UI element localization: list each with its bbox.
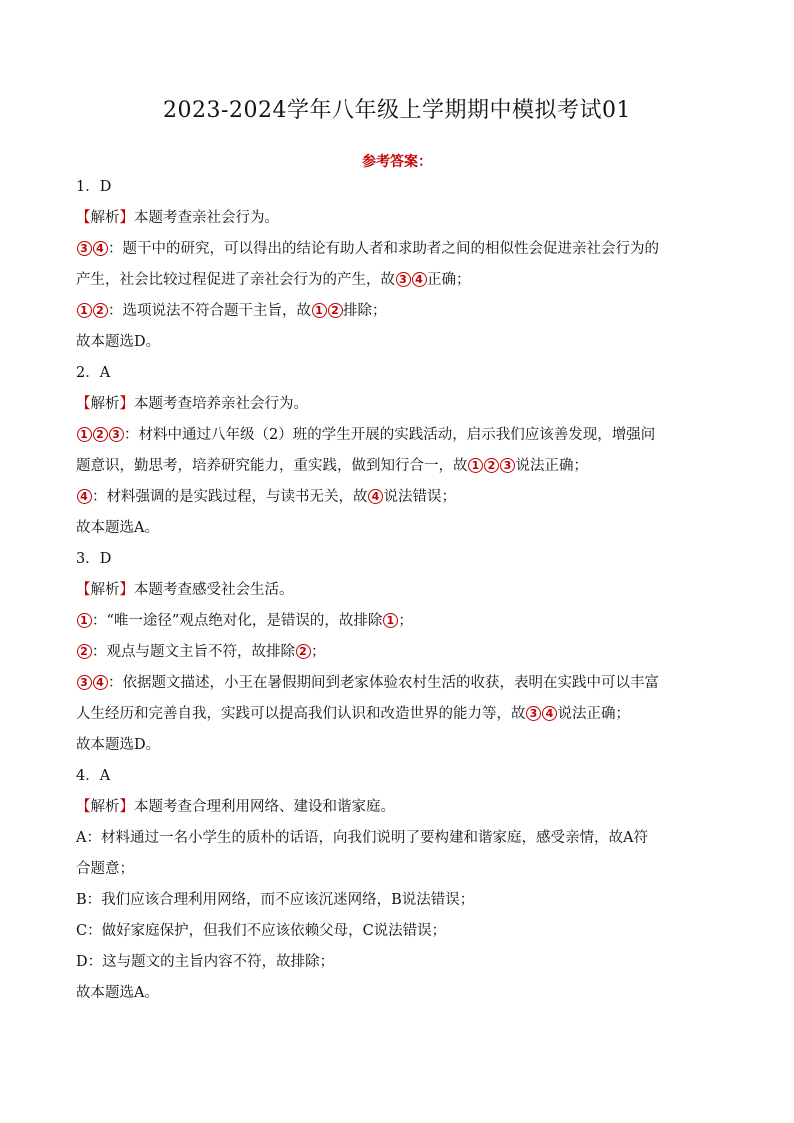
- text-run: 本题考查培养亲社会行为。: [134, 396, 308, 412]
- circled-number: 1: [383, 613, 398, 628]
- text-run: C：做好家庭保护，但我们不应该依赖父母，C说法错误；: [76, 923, 447, 939]
- text-run: 排除；: [343, 303, 387, 319]
- circled-number: 1: [77, 303, 92, 318]
- text-line: [76, 575, 720, 606]
- text-run: 故本题选A。: [76, 520, 159, 536]
- bracket-mark: 【: [76, 210, 91, 226]
- text-run: 解析: [90, 582, 120, 598]
- bracket-mark: 【: [76, 582, 91, 598]
- text-line: [76, 451, 720, 482]
- text-run: 解析: [90, 210, 120, 226]
- text-line: [76, 947, 720, 978]
- text-run: 合题意；: [76, 861, 134, 877]
- circled-number: 1: [77, 427, 92, 442]
- circled-number: 4: [77, 489, 92, 504]
- answer-body: [76, 172, 720, 1009]
- text-run: 说法正确；: [515, 458, 588, 474]
- text-line: [76, 389, 720, 420]
- circled-number: 3: [77, 241, 92, 256]
- text-run: 说法正确；: [557, 706, 630, 722]
- circled-number: 4: [93, 675, 108, 690]
- text-line: [76, 172, 720, 203]
- circled-number: 4: [93, 241, 108, 256]
- text-run: 故本题选A。: [76, 985, 159, 1001]
- bracket-mark: 【: [76, 396, 91, 412]
- circled-number: 2: [328, 303, 343, 318]
- text-line: [76, 234, 720, 265]
- text-line: [76, 513, 720, 544]
- text-line: [76, 978, 720, 1009]
- text-line: [76, 327, 720, 358]
- document-title: 2023-2024学年八年级上学期期中模拟考试01: [163, 98, 631, 123]
- circled-number: 3: [109, 427, 124, 442]
- text-run: ：选项说法不符合题干主旨，故: [108, 303, 311, 319]
- answer-key-heading: 参考答案：: [362, 154, 432, 170]
- bracket-mark: 】: [119, 582, 134, 598]
- circled-number: 3: [500, 458, 515, 473]
- text-run: 解析: [90, 799, 120, 815]
- text-line: [76, 792, 720, 823]
- circled-number: 2: [77, 644, 92, 659]
- text-line: [76, 699, 720, 730]
- text-line: [76, 637, 720, 668]
- text-run: A：材料通过一名小学生的质朴的话语，向我们说明了要构建和谐家庭，感受亲情，故A符: [76, 830, 648, 846]
- circled-number: 4: [412, 272, 427, 287]
- text-run: 故本题选D。: [76, 334, 161, 350]
- circled-number: 3: [396, 272, 411, 287]
- bracket-mark: 】: [119, 396, 134, 412]
- text-line: [76, 761, 720, 792]
- text-line: [76, 885, 720, 916]
- circled-number: 2: [93, 303, 108, 318]
- text-run: 产生，社会比较过程促进了亲社会行为的产生，故: [76, 272, 395, 288]
- circled-number: 3: [526, 706, 541, 721]
- text-run: 题意识，勤思考，培养研究能力，重实践，做到知行合一，故: [76, 458, 468, 474]
- text-run: 本题考查合理利用网络、建设和谐家庭。: [134, 799, 395, 815]
- text-line: [76, 916, 720, 947]
- text-run: 4．A: [76, 768, 111, 784]
- text-run: B：我们应该合理利用网络，而不应该沉迷网络，B说法错误；: [76, 892, 475, 908]
- bracket-mark: 【: [76, 799, 91, 815]
- text-line: [76, 668, 720, 699]
- circled-number: 1: [468, 458, 483, 473]
- text-run: 人生经历和完善自我，实践可以提高我们认识和改造世界的能力等，故: [76, 706, 526, 722]
- bracket-mark: 】: [119, 210, 134, 226]
- circled-number: 2: [484, 458, 499, 473]
- text-run: ：题干中的研究，可以得出的结论有助人者和求助者之间的相似性会促进亲社会行为的: [108, 241, 659, 257]
- text-line: [76, 544, 720, 575]
- text-run: 3．D: [76, 551, 112, 567]
- bracket-mark: 】: [119, 799, 134, 815]
- text-line: [76, 606, 720, 637]
- circled-number: 1: [312, 303, 327, 318]
- text-run: 正确；: [427, 272, 471, 288]
- text-run: ：材料强调的是实践过程，与读书无关，故: [92, 489, 368, 505]
- text-run: ：依据题文描述，小王在暑假期间到老家体验农村生活的收获，表明在实践中可以丰富: [108, 675, 659, 691]
- text-run: ；: [311, 644, 326, 660]
- text-run: ；: [398, 613, 413, 629]
- text-line: [76, 823, 720, 854]
- circled-number: 3: [77, 675, 92, 690]
- text-line: [76, 420, 720, 451]
- text-run: 本题考查亲社会行为。: [134, 210, 279, 226]
- text-line: [76, 482, 720, 513]
- circled-number: 4: [542, 706, 557, 721]
- circled-number: 2: [296, 644, 311, 659]
- text-run: 故本题选D。: [76, 737, 161, 753]
- text-run: 解析: [90, 396, 120, 412]
- text-run: ：“唯一途径”观点绝对化，是错误的，故排除: [92, 613, 383, 629]
- text-line: [76, 265, 720, 296]
- text-run: D：这与题文的主旨内容不符，故排除；: [76, 954, 335, 970]
- text-line: [76, 854, 720, 885]
- circled-number: 2: [93, 427, 108, 442]
- text-line: [76, 730, 720, 761]
- text-run: 1．D: [76, 179, 112, 195]
- text-run: 2．A: [76, 365, 111, 381]
- text-line: [76, 203, 720, 234]
- text-run: 本题考查感受社会生活。: [134, 582, 294, 598]
- circled-number: 4: [368, 489, 383, 504]
- text-line: [76, 296, 720, 327]
- text-run: ：观点与题文主旨不符，故排除: [92, 644, 295, 660]
- text-run: 说法错误；: [383, 489, 456, 505]
- text-run: ：材料中通过八年级（2）班的学生开展的实践活动，启示我们应该善发现，增强问: [124, 427, 656, 443]
- text-line: [76, 358, 720, 389]
- circled-number: 1: [77, 613, 92, 628]
